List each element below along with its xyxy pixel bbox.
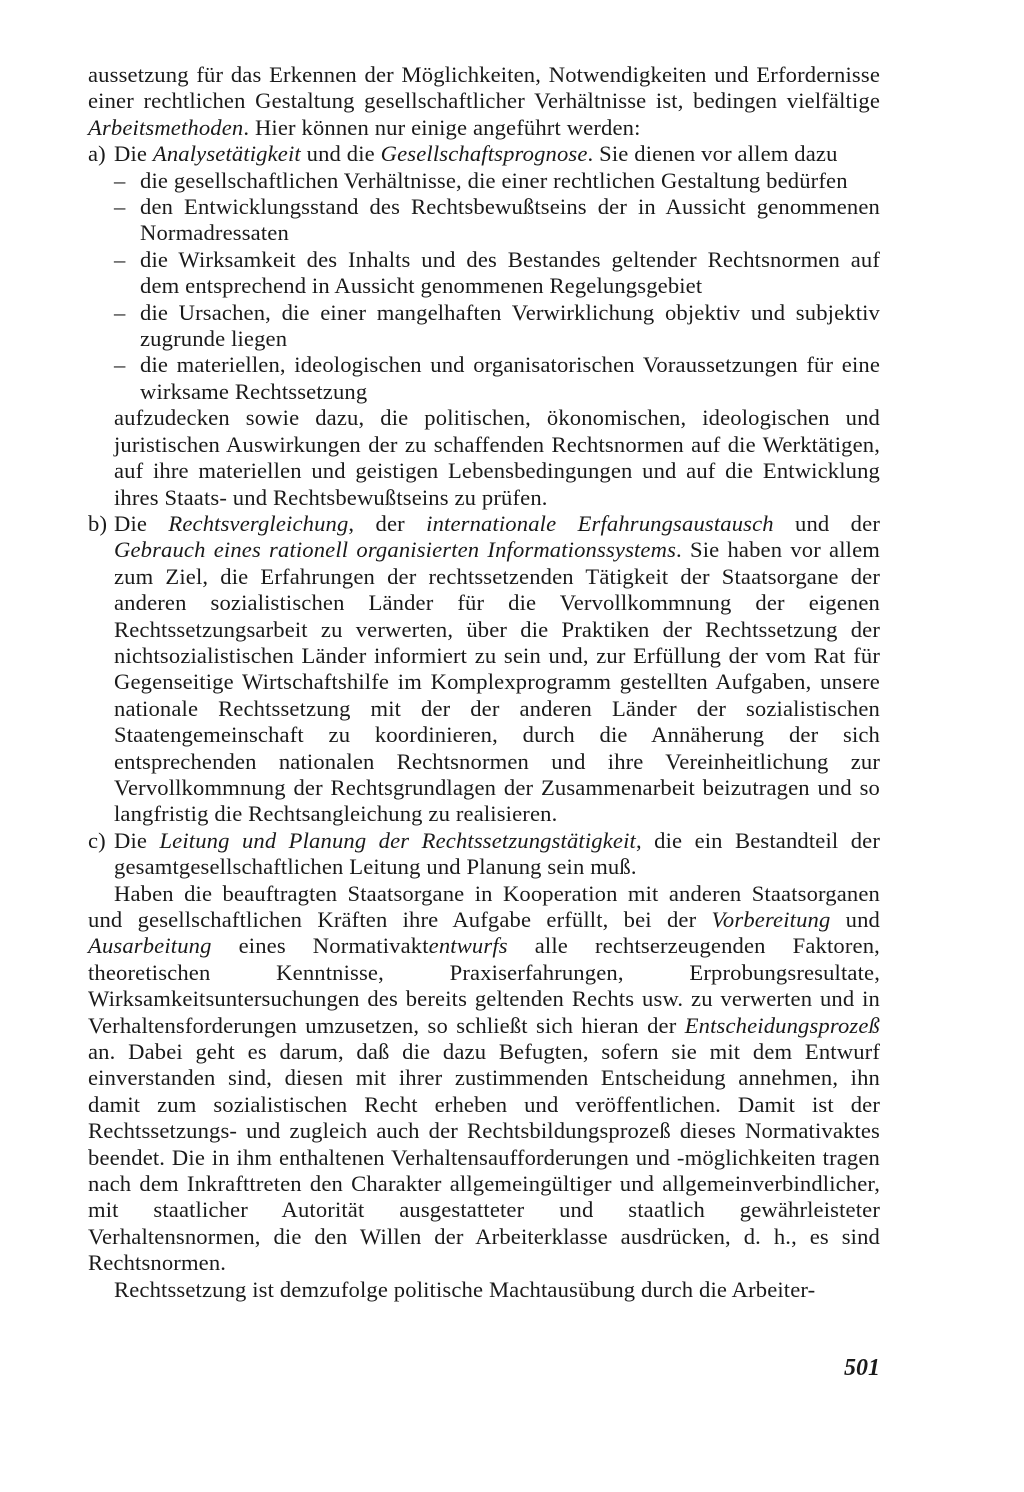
intro-paragraph <box>88 62 880 141</box>
item-a-emphasis: Gesellschaftsprognose <box>380 141 588 167</box>
dash-mark: – <box>114 352 126 378</box>
paragraph-emphasis: Ausarbeitung <box>88 933 212 959</box>
list-item-c <box>88 828 880 881</box>
intro-text-end: . Hier können nur einige angeführt werden: <box>243 114 641 140</box>
paragraph-emphasis: Entscheidungsprozeß <box>684 1012 880 1038</box>
item-b-emphasis: Gebrauch eines rationell organisierten Informationssystems <box>114 537 677 563</box>
item-a-label: a) <box>88 141 106 167</box>
page-number: 501 <box>844 1355 880 1381</box>
body-paragraph-last: Rechtssetzung ist demzufolge politische Machtausübung durch die Arbeiter- <box>114 1276 816 1302</box>
item-a-part: . Sie dienen vor allem dazu <box>587 141 838 167</box>
item-b-part: . Sie haben vor allem zum Ziel, die Erfahrungen der rechtssetzenden Tätigkeit der Staatsorgane der anderen sozialistischen Länder für die Vervollkommnung der eigenen Rechtssetzungsarbeit zu verwerten, über die Praktiken der Rechtssetzung der nichtsozialistischen Länder informiert zu sein und, zur Erfüllung der vom Rat für Gegenseitige Wirtschaftshilfe im Komplexprogramm gestellten Aufgaben, unsere nationale Rechtssetzung mit der der anderen Länder der sozialistischen Staatengemeinschaft zu koordinieren, durch die Annäherung der sich entsprechenden nationalen Rechtsnormen und ihre Vereinheitlichung zur Vervollkommnung der Rechtsgrundlagen der Zusammenarbeit beizutragen und so langfristig die Rechtsangleichung zu realisieren. <box>114 537 880 827</box>
paragraph-part: an. Dabei geht es darum, daß die dazu Befugten, sofern sie mit dem Entwurf einverstanden sind, diesen mit ihrer zustimmenden Entscheidung annehmen, ihn damit zum sozialistischen Recht erheben und veröffentlichen. Damit ist der Rechtssetzungs- und zugleich auch der Rechtsbildungsprozeß dieses Normativaktes beendet. Die in ihm enthaltenen Verhaltensaufforderungen und -möglichkeiten tragen nach dem Inkrafttreten den Charakter allgemeingültiger und allgemeinverbindlicher, mit staatlicher Autorität ausgestatteter und staatlich gewährleisteter Verhaltensnormen, die den Willen der Arbeiterklasse ausdrücken, d. h., es sind Rechtsnormen. <box>88 1039 880 1276</box>
item-a-emphasis: Analysetätigkeit <box>152 141 301 167</box>
dash-mark: – <box>114 299 126 325</box>
dash-list <box>114 168 880 406</box>
dash-item-text: die Ursachen, die einer mangelhaften Verwirklichung objektiv und subjektiv zugrunde liegen <box>140 299 880 352</box>
item-c-text <box>114 828 880 881</box>
dash-item <box>114 247 880 300</box>
list-item-a <box>88 141 880 511</box>
item-a-text <box>114 141 880 167</box>
dash-item <box>114 300 880 353</box>
item-b-label: b) <box>88 510 108 536</box>
item-c-part: , die ein Bestandteil der gesamtgesellschaftlichen Leitung und Planung sein muß. <box>114 827 881 880</box>
intro-text: aussetzung für das Erkennen der Möglichkeiten, Notwendigkeiten und Erfordernisse einer rechtlichen Gestaltung gesellschaftlicher Verhältnisse ist, bedingen vielfältige <box>88 62 880 114</box>
dash-item-text: die gesellschaftlichen Verhältnisse, die einer rechtlichen Gestaltung bedürfen <box>140 167 848 193</box>
paragraph-emphasis: Vorbereitung <box>711 907 831 932</box>
paragraph-part: alle rechtserzeugenden Faktoren, theoretischen Kenntnisse, Praxiserfahrungen, Erprobungsresultate, Wirksamkeitsuntersuchungen des bereits geltenden Rechts usw. zu verwerten und in Verhaltensforderungen umzusetzen, so schließt sich hieran der <box>88 933 880 1038</box>
dash-item <box>114 194 880 247</box>
paragraph-emphasis: entwurfs <box>428 933 508 959</box>
page-body <box>88 62 880 1303</box>
dash-mark: – <box>114 246 126 272</box>
dash-mark: – <box>114 194 126 220</box>
item-b-text <box>114 511 880 828</box>
item-b-emphasis: internationale Erfahrungsaustausch <box>426 510 774 536</box>
item-b-emphasis: Rechtsvergleichung <box>168 510 349 536</box>
item-b-part: Die <box>114 510 169 536</box>
item-b-part: , der <box>348 510 427 536</box>
item-a-part: Die <box>114 141 153 167</box>
paragraph-part: und <box>830 907 881 932</box>
item-a-conclusion: aufzudecken sowie dazu, die politischen, ökonomischen, ideologischen und juristischen Auswirkungen der zu schaffenden Rechtsnormen auf die Werktätigen, auf ihre materiellen und geistigen Lebensbedingungen und auf die Entwicklung ihres Staats- und Rechtsbewußtseins zu prüfen. <box>114 405 880 510</box>
dash-item <box>114 352 880 405</box>
dash-item-text: die Wirksamkeit des Inhalts und des Bestandes geltender Rechtsnormen auf dem entsprechend in Aussicht genommenen Regelungsgebiet <box>140 246 880 299</box>
item-a-part: und die <box>300 141 381 167</box>
body-paragraph <box>88 881 880 1277</box>
item-c-part: Die <box>114 827 160 853</box>
paragraph-part: Haben die beauftragten Staatsorgane in Kooperation mit anderen Staatsorganen und gesellschaftlichen Kräften ihre Aufgabe erfüllt, bei der <box>88 880 880 932</box>
list-item-b <box>88 511 880 828</box>
item-c-label: c) <box>88 827 106 853</box>
dash-item-text: die materiellen, ideologischen und organisatorischen Voraussetzungen für eine wirksame Rechtssetzung <box>140 352 880 404</box>
intro-emphasis: Arbeitsmethoden <box>88 114 244 140</box>
dash-mark: – <box>114 167 126 193</box>
item-c-emphasis: Leitung und Planung der Rechtssetzungstätigkeit <box>159 827 636 853</box>
item-b-part: und der <box>773 510 880 536</box>
dash-item <box>114 168 880 194</box>
paragraph-part: eines Normativakt <box>211 933 429 959</box>
dash-item-text: den Entwicklungsstand des Rechtsbewußtseins der in Aussicht genommenen Normadressaten <box>140 194 880 246</box>
